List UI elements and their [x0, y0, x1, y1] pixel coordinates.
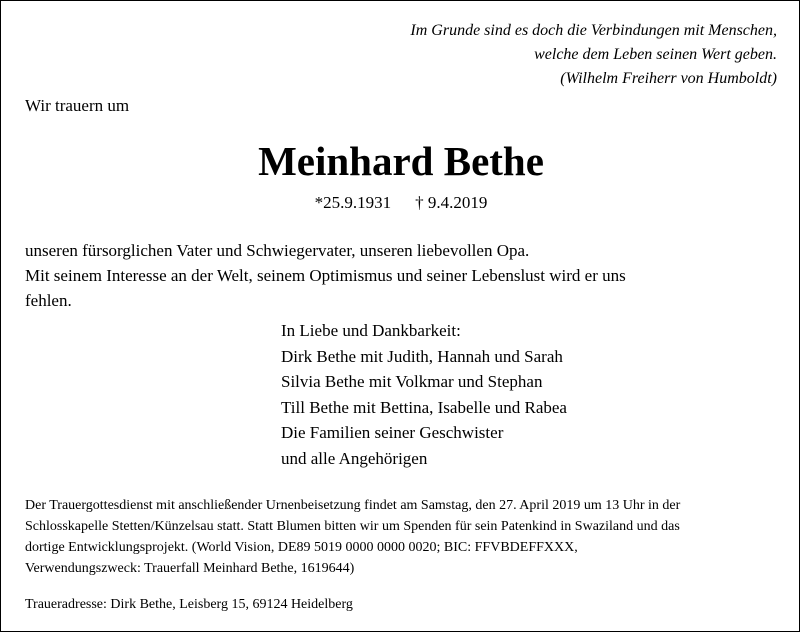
birth-date: *25.9.1931 [314, 193, 392, 212]
message-line: unseren fürsorglichen Vater und Schwiegervater, unseren liebevollen Opa. [25, 241, 530, 260]
quote-line: welche dem Leben seinen Wert geben. [534, 46, 777, 63]
intro-text: Wir trauern um [25, 96, 130, 115]
service-info [25, 495, 787, 579]
mourner-line: Die Familien seiner Geschwister [281, 423, 504, 442]
mourner-line: Silvia Bethe mit Volkmar und Stephan [281, 372, 543, 391]
deceased-name: Meinhard Bethe [258, 138, 544, 184]
quote-block [410, 19, 777, 91]
service-line: Schlosskapelle Stetten/Künzelsau statt. Statt Blumen bitten wir um Spenden für sein Patenkind in Swaziland und das [25, 519, 680, 534]
service-line: dortige Entwicklungsprojekt. (World Vision, DE89 5019 0000 0000 0020; BIC: FFVBDEFFXXX, [25, 540, 578, 555]
mourner-line: Dirk Bethe mit Judith, Hannah und Sarah [281, 346, 563, 366]
quote-attribution: (Wilhelm Freiherr von Humboldt) [560, 70, 777, 87]
service-line: Verwendungszweck: Trauerfall Meinhard Bethe, 1619644) [25, 561, 355, 576]
signoff-block [281, 318, 567, 471]
service-line: Der Trauergottesdienst mit anschließender Urnenbeisetzung findet am Samstag, den 27. April 2019 um 13 Uhr in der [25, 498, 681, 513]
quote-line: Im Grunde sind es doch die Verbindungen mit Menschen, [410, 22, 777, 39]
mourner-line: Till Bethe mit Bettina, Isabelle und Rabea [281, 397, 567, 417]
message-text [25, 238, 785, 313]
message-line: fehlen. [25, 291, 72, 310]
signoff-heading: In Liebe und Dankbarkeit: [281, 321, 461, 340]
life-dates [1, 191, 800, 215]
mourning-address: Traueradresse: Dirk Bethe, Leisberg 15, 69124 Heidelberg [25, 597, 353, 612]
death-date: † 9.4.2019 [415, 193, 488, 212]
message-line: Mit seinem Interesse an der Welt, seinem Optimismus und seiner Lebenslust wird er uns [25, 266, 626, 285]
mourner-line: und alle Angehörigen [281, 448, 428, 468]
